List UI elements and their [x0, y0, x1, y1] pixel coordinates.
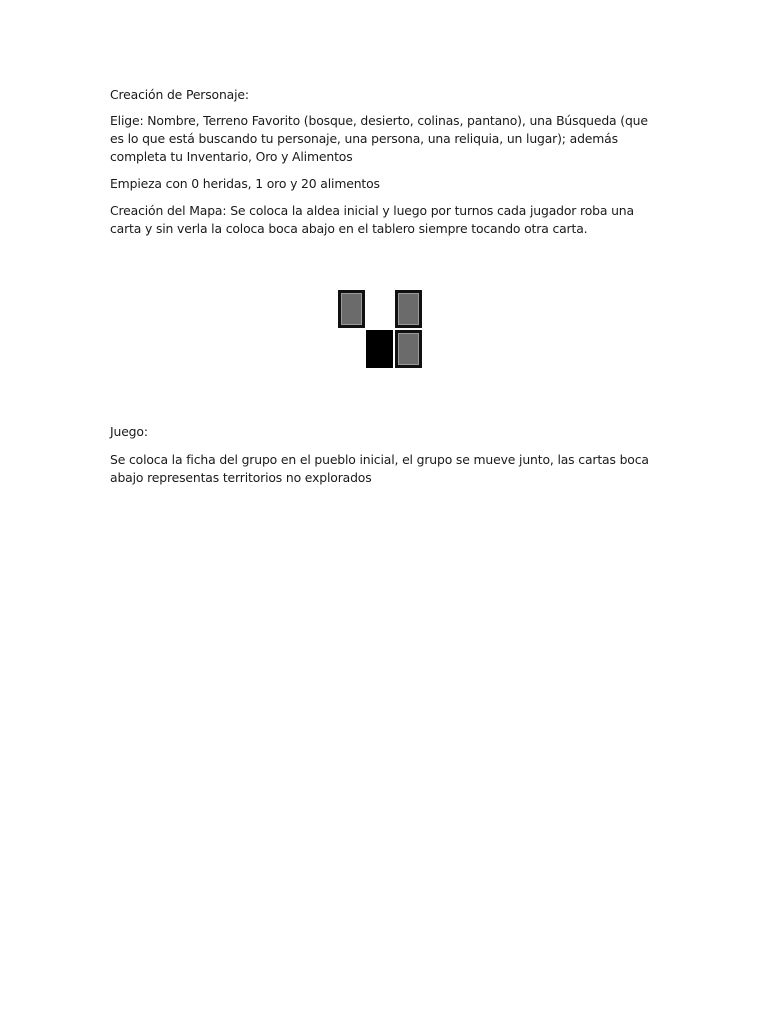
face-down-card [395, 330, 422, 368]
game-heading: Juego: [110, 424, 148, 439]
character-creation-heading: Creación de Personaje: [110, 87, 249, 102]
character-choices-paragraph: Elige: Nombre, Terreno Favorito (bosque, desierto, colinas, pantano), una Búsqueda (que es lo que está buscando tu personaje, una persona, una reliquia, un lugar); además completa tu Inventario, Oro y Alimentos [110, 113, 648, 164]
game-rules-paragraph: Se coloca la ficha del grupo en el pueblo inicial, el grupo se mueve junto, las cartas boca abajo representas territorios no explorados [110, 452, 649, 485]
starting-stats-paragraph: Empieza con 0 heridas, 1 oro y 20 alimentos [110, 176, 380, 191]
face-down-card [338, 290, 365, 328]
map-creation-paragraph: Creación del Mapa: Se coloca la aldea inicial y luego por turnos cada jugador roba una carta y sin verla la coloca boca abajo en el tablero siempre tocando otra carta. [110, 203, 634, 236]
face-down-card [395, 290, 422, 328]
starting-village-card [366, 330, 393, 368]
map-layout-figure [330, 272, 430, 372]
